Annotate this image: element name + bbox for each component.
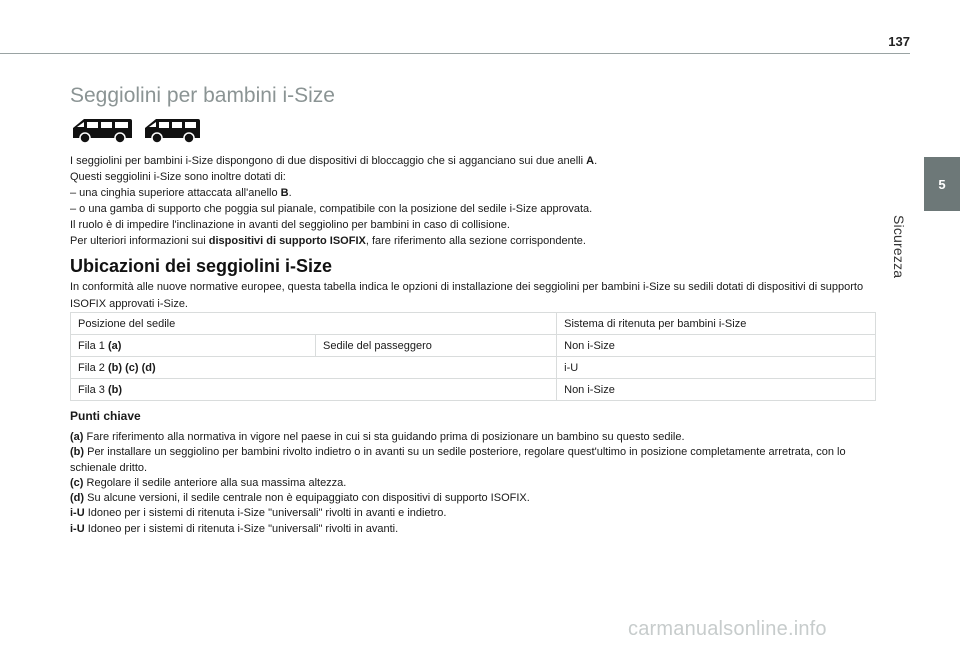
intro-line: I seggiolini per bambini i-Size dispongono di due dispositivi di bloccaggio che si agganciano sui due anelli A. [70, 155, 598, 167]
intro-text [70, 153, 870, 250]
van-short-icon [142, 116, 202, 144]
table-cell-value: Non i-Size [557, 335, 876, 357]
table-cell-row: Fila 2 (b) (c) (d) [71, 357, 557, 379]
list-item: (b) Per installare un seggiolino per bambini rivolto indietro o in avanti su un sedile posteriore, regolare quest'ultimo in posizione completamente arretrata, con lo schienale dritto. [70, 446, 846, 474]
key-points-list [70, 430, 875, 537]
intro-line: Il ruolo è di impedire l'inclinazione in avanti del seggiolino per bambini in caso di collisione. [70, 219, 510, 232]
intro-line: Per ulteriori informazioni sui dispositivi di supporto ISOFIX, fare riferimento alla sezione corrispondente. [70, 235, 586, 248]
page-number: 137 [888, 34, 910, 49]
table-header-system: Sistema di ritenuta per bambini i-Size [557, 313, 876, 335]
isize-table [70, 312, 876, 401]
section-text: In conformità alle nuove normative europee, questa tabella indica le opzioni di installazione dei seggiolini per bambini i-Size su sedili dotati di dispositivi di supporto ISOFIX approvati i-Size. [70, 281, 864, 310]
table-row [71, 335, 876, 357]
chapter-tab[interactable]: 5 [924, 157, 960, 211]
table-cell-seat: Sedile del passeggero [316, 335, 557, 357]
list-item: i-U Idoneo per i sistemi di ritenuta i-Size "universali" rivolti in avanti e indietro. [70, 507, 447, 520]
header-divider [0, 53, 910, 54]
list-item: (a) Fare riferimento alla normativa in vigore nel paese in cui si sta guidando prima di posizionare un bambino su questo sedile. [70, 431, 685, 443]
list-item: (c) Regolare il sedile anteriore alla sua massima altezza. [70, 476, 347, 489]
page-title: Seggiolini per bambini i-Size [70, 84, 335, 107]
watermark: carmanualsonline.info [628, 618, 827, 640]
section-title: Ubicazioni dei seggiolini i-Size [70, 256, 333, 276]
table-cell-value: Non i-Size [557, 379, 876, 401]
table-cell-row: Fila 1 (a) [71, 335, 316, 357]
table-cell-row: Fila 3 (b) [71, 379, 557, 401]
table-cell-value: i-U [557, 357, 876, 379]
table-header-position: Posizione del sedile [71, 313, 557, 335]
intro-line: – una cinghia superiore attaccata all'anello B. [70, 187, 292, 200]
intro-line: – o una gamba di supporto che poggia sul pianale, compatibile con la posizione del sedile i-Size approvata. [70, 203, 593, 216]
table-row [71, 379, 876, 401]
table-header-row [71, 313, 876, 335]
intro-line: Questi seggiolini i-Size sono inoltre dotati di: [70, 171, 286, 184]
van-long-icon [70, 116, 134, 144]
list-item: i-U Idoneo per i sistemi di ritenuta i-Size "universali" rivolti in avanti. [70, 522, 399, 535]
chapter-label: Sicurezza [891, 215, 907, 279]
list-item: (d) Su alcune versioni, il sedile centrale non è equipaggiato con dispositivi di supporto ISOFIX. [70, 492, 530, 505]
vehicle-icons [70, 116, 202, 144]
key-points-title: Punti chiave [70, 409, 141, 423]
table-row [71, 357, 876, 379]
